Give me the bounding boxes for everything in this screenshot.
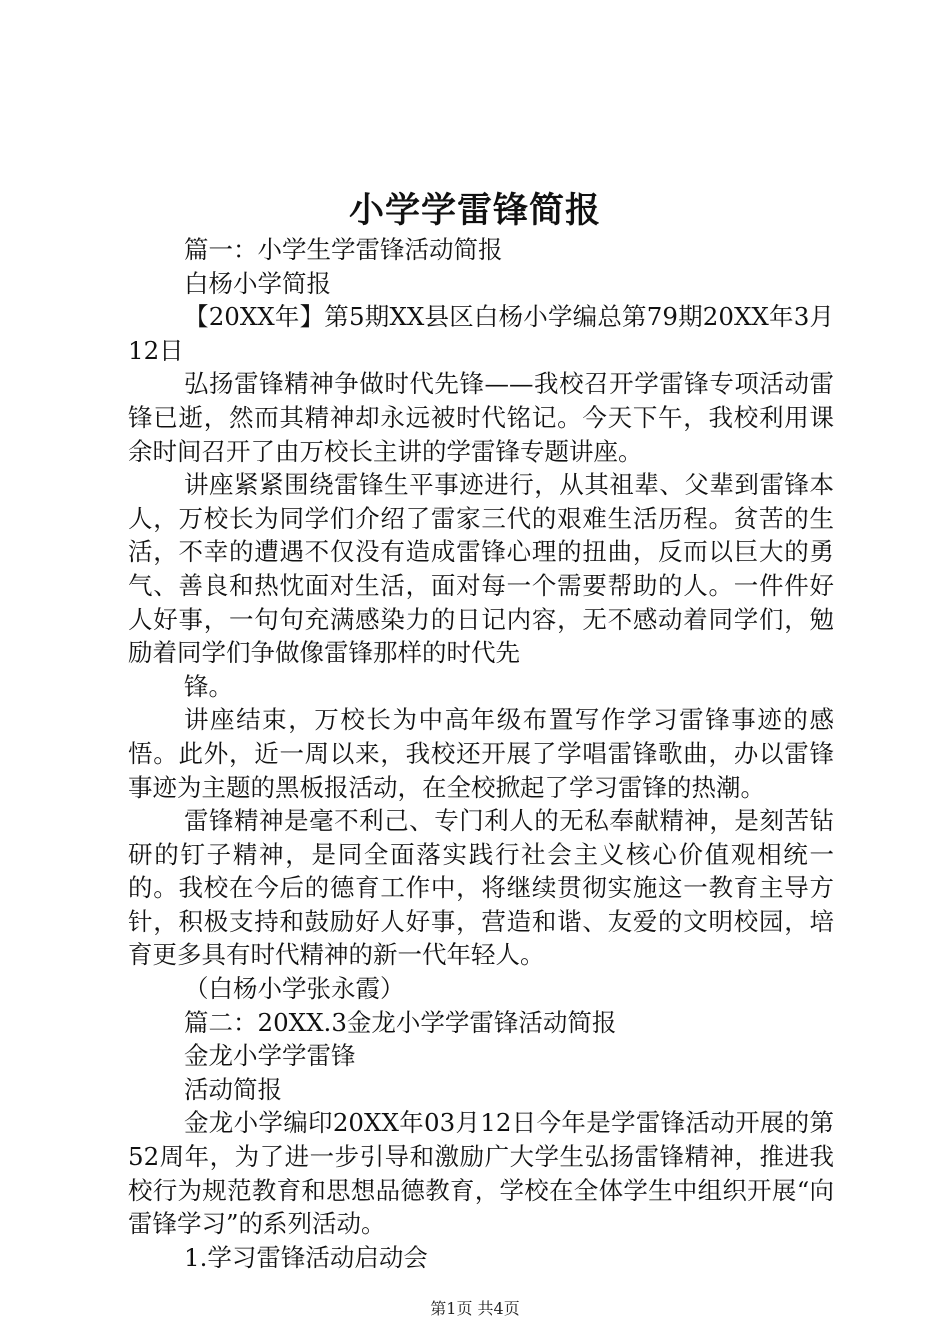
list-item: 1.学习雷锋活动启动会 <box>184 1242 428 1272</box>
document-title: 小学学雷锋简报 <box>348 190 601 231</box>
issue-info: 【20XX年】第5期XX县区白杨小学编总第79期20XX年3月12日 <box>128 302 834 365</box>
paragraph: 金龙小学编印20XX年03月12日今年是学雷锋活动开展的第52周年，为了进一步引导和激励广大学生弘扬雷锋精神，推进我校行为规范教育和思想品德教育，学校在全体学生中组织开展“向雷锋学习”的系列活动。 <box>128 1108 834 1239</box>
paragraph: 锋。 <box>184 671 233 701</box>
section-heading-1: 篇一：小学生学雷锋活动简报 <box>184 235 503 264</box>
paragraph: 讲座结束，万校长为中高年级布置写作学习雷锋事迹的感悟。此外，近一周以来，我校还开展了学唱雷锋歌曲，办以雷锋事迹为主题的黑板报活动，在全校掀起了学习雷锋的热潮。 <box>128 705 834 802</box>
subheading: 金龙小学学雷锋 <box>184 1041 356 1071</box>
section-heading-2: 篇二：20XX.3金龙小学学雷锋活动简报 <box>184 1007 617 1037</box>
newsletter-name: 白杨小学简报 <box>184 268 331 298</box>
page-number-footer: 第1页 共4页 <box>430 1299 520 1318</box>
author-credit: （白杨小学张永霞） <box>184 974 405 1004</box>
paragraph: 讲座紧紧围绕雷锋生平事迹进行，从其祖辈、父辈到雷锋本人，万校长为同学们介绍了雷家三代的艰难生活历程。贫苦的生活，不幸的遭遇不仅没有造成雷锋心理的扭曲，反而以巨大的勇气、善良和热忱面对生活，面对每一个需要帮助的人。一件件好人好事，一句句充满感染力的日记内容，无不感动着同学们，勉励着同学们争做像雷锋那样的时代先 <box>128 470 834 668</box>
paragraph: 弘扬雷锋精神争做时代先锋——我校召开学雷锋专项活动雷锋已逝，然而其精神却永远被时代铭记。今天下午，我校利用课余时间召开了由万校长主讲的学雷锋专题讲座。 <box>128 369 834 466</box>
subheading: 活动简报 <box>184 1074 282 1104</box>
paragraph: 雷锋精神是毫不利己、专门利人的无私奉献精神，是刻苦钻研的钉子精神，是同全面落实践行社会主义核心价值观相统一的。我校在今后的德育工作中，将继续贯彻实施这一教育主导方针，积极支持和鼓励好人好事，营造和谐、友爱的文明校园，培育更多具有时代精神的新一代年轻人。 <box>128 806 834 970</box>
document-body <box>128 233 834 1274</box>
